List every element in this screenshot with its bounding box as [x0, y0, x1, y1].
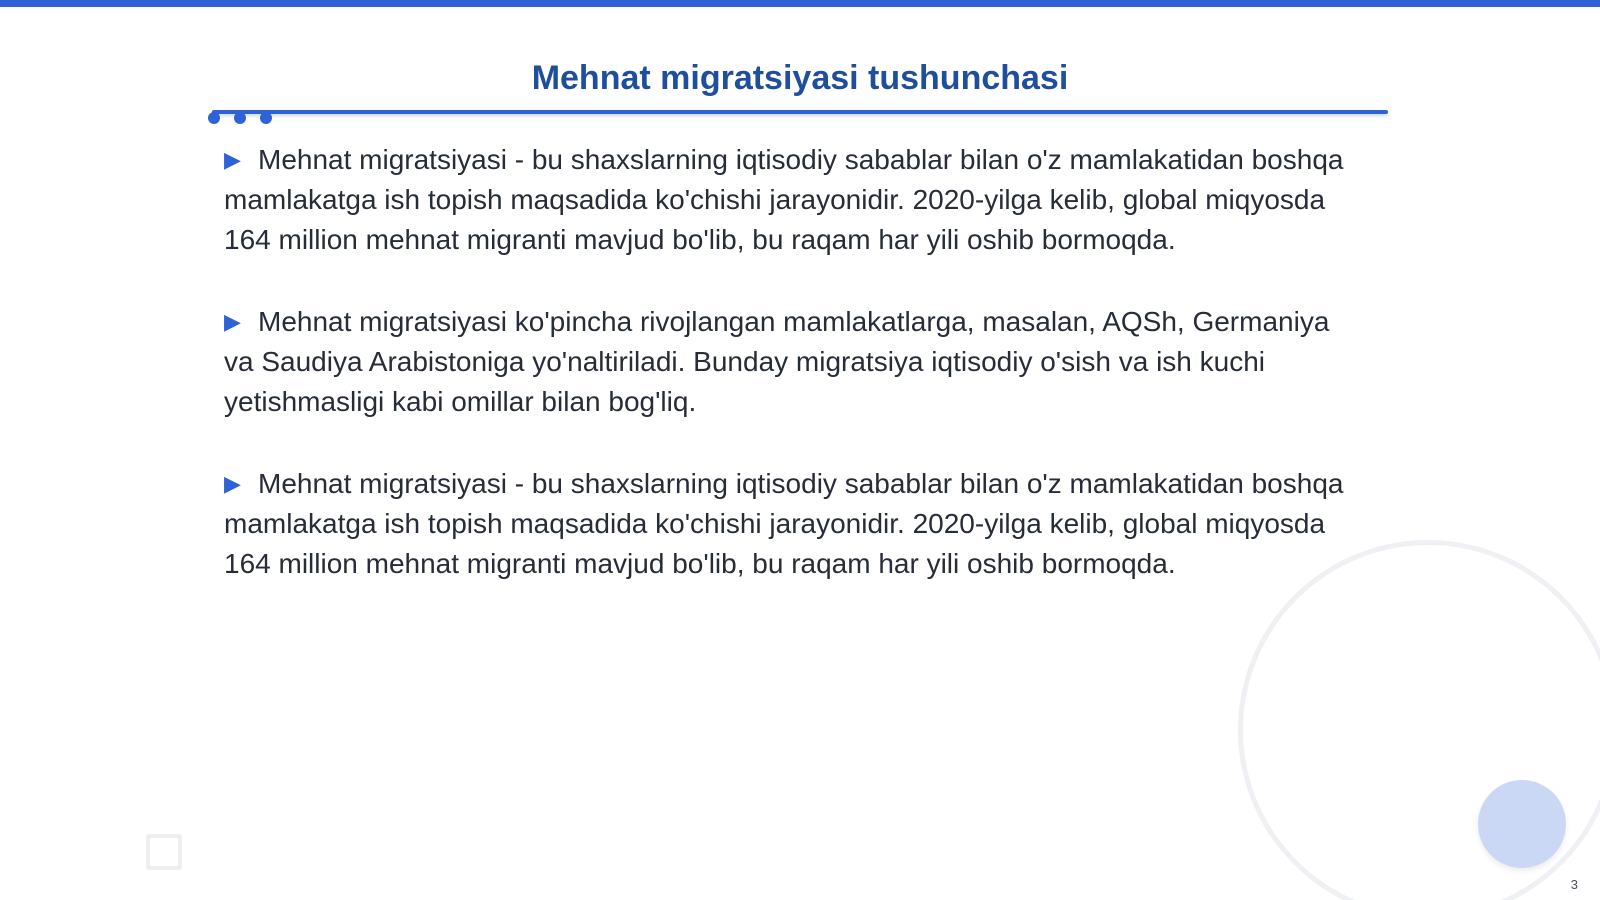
triangle-right-icon: ▶	[224, 309, 241, 334]
slide-title: Mehnat migratsiyasi tushunchasi	[531, 59, 1069, 97]
bullet-paragraph	[224, 140, 1364, 260]
triangle-right-icon: ▶	[224, 147, 241, 172]
decorative-square	[146, 834, 182, 870]
bullet-paragraph	[224, 302, 1364, 422]
decorative-dot	[208, 112, 220, 124]
paragraph-text: Mehnat migratsiyasi - bu shaxslarning iqtisodiy sabablar bilan o'z mamlakatidan boshqa mamlakatga ish topish maqsadida ko'chishi jarayonidir. 2020-yilga kelib, global miqyosda 164 million mehnat migranti mavjud bo'lib, bu raqam har yili oshib bormoqda.	[224, 144, 1344, 255]
decorative-circle	[1478, 780, 1566, 868]
bullet-paragraph	[224, 464, 1364, 584]
title-underline	[212, 110, 1388, 114]
triangle-right-icon: ▶	[224, 471, 241, 496]
top-accent-bar	[0, 0, 1600, 7]
paragraph-text: Mehnat migratsiyasi - bu shaxslarning iqtisodiy sabablar bilan o'z mamlakatidan boshqa mamlakatga ish topish maqsadida ko'chishi jarayonidir. 2020-yilga kelib, global miqyosda 164 million mehnat migranti mavjud bo'lib, bu raqam har yili oshib bormoqda.	[224, 468, 1344, 579]
decorative-dot	[260, 112, 272, 124]
decorative-dot	[234, 112, 246, 124]
paragraph-text: Mehnat migratsiyasi ko'pincha rivojlangan mamlakatlarga, masalan, AQSh, Germaniya va Saudiya Arabistoniga yo'naltiriladi. Bunday migratsiya iqtisodiy o'sish va ish kuchi yetishmasligi kabi omillar bilan bog'liq.	[224, 306, 1330, 417]
page-number: 3	[1570, 877, 1578, 892]
slide-content	[224, 140, 1364, 626]
